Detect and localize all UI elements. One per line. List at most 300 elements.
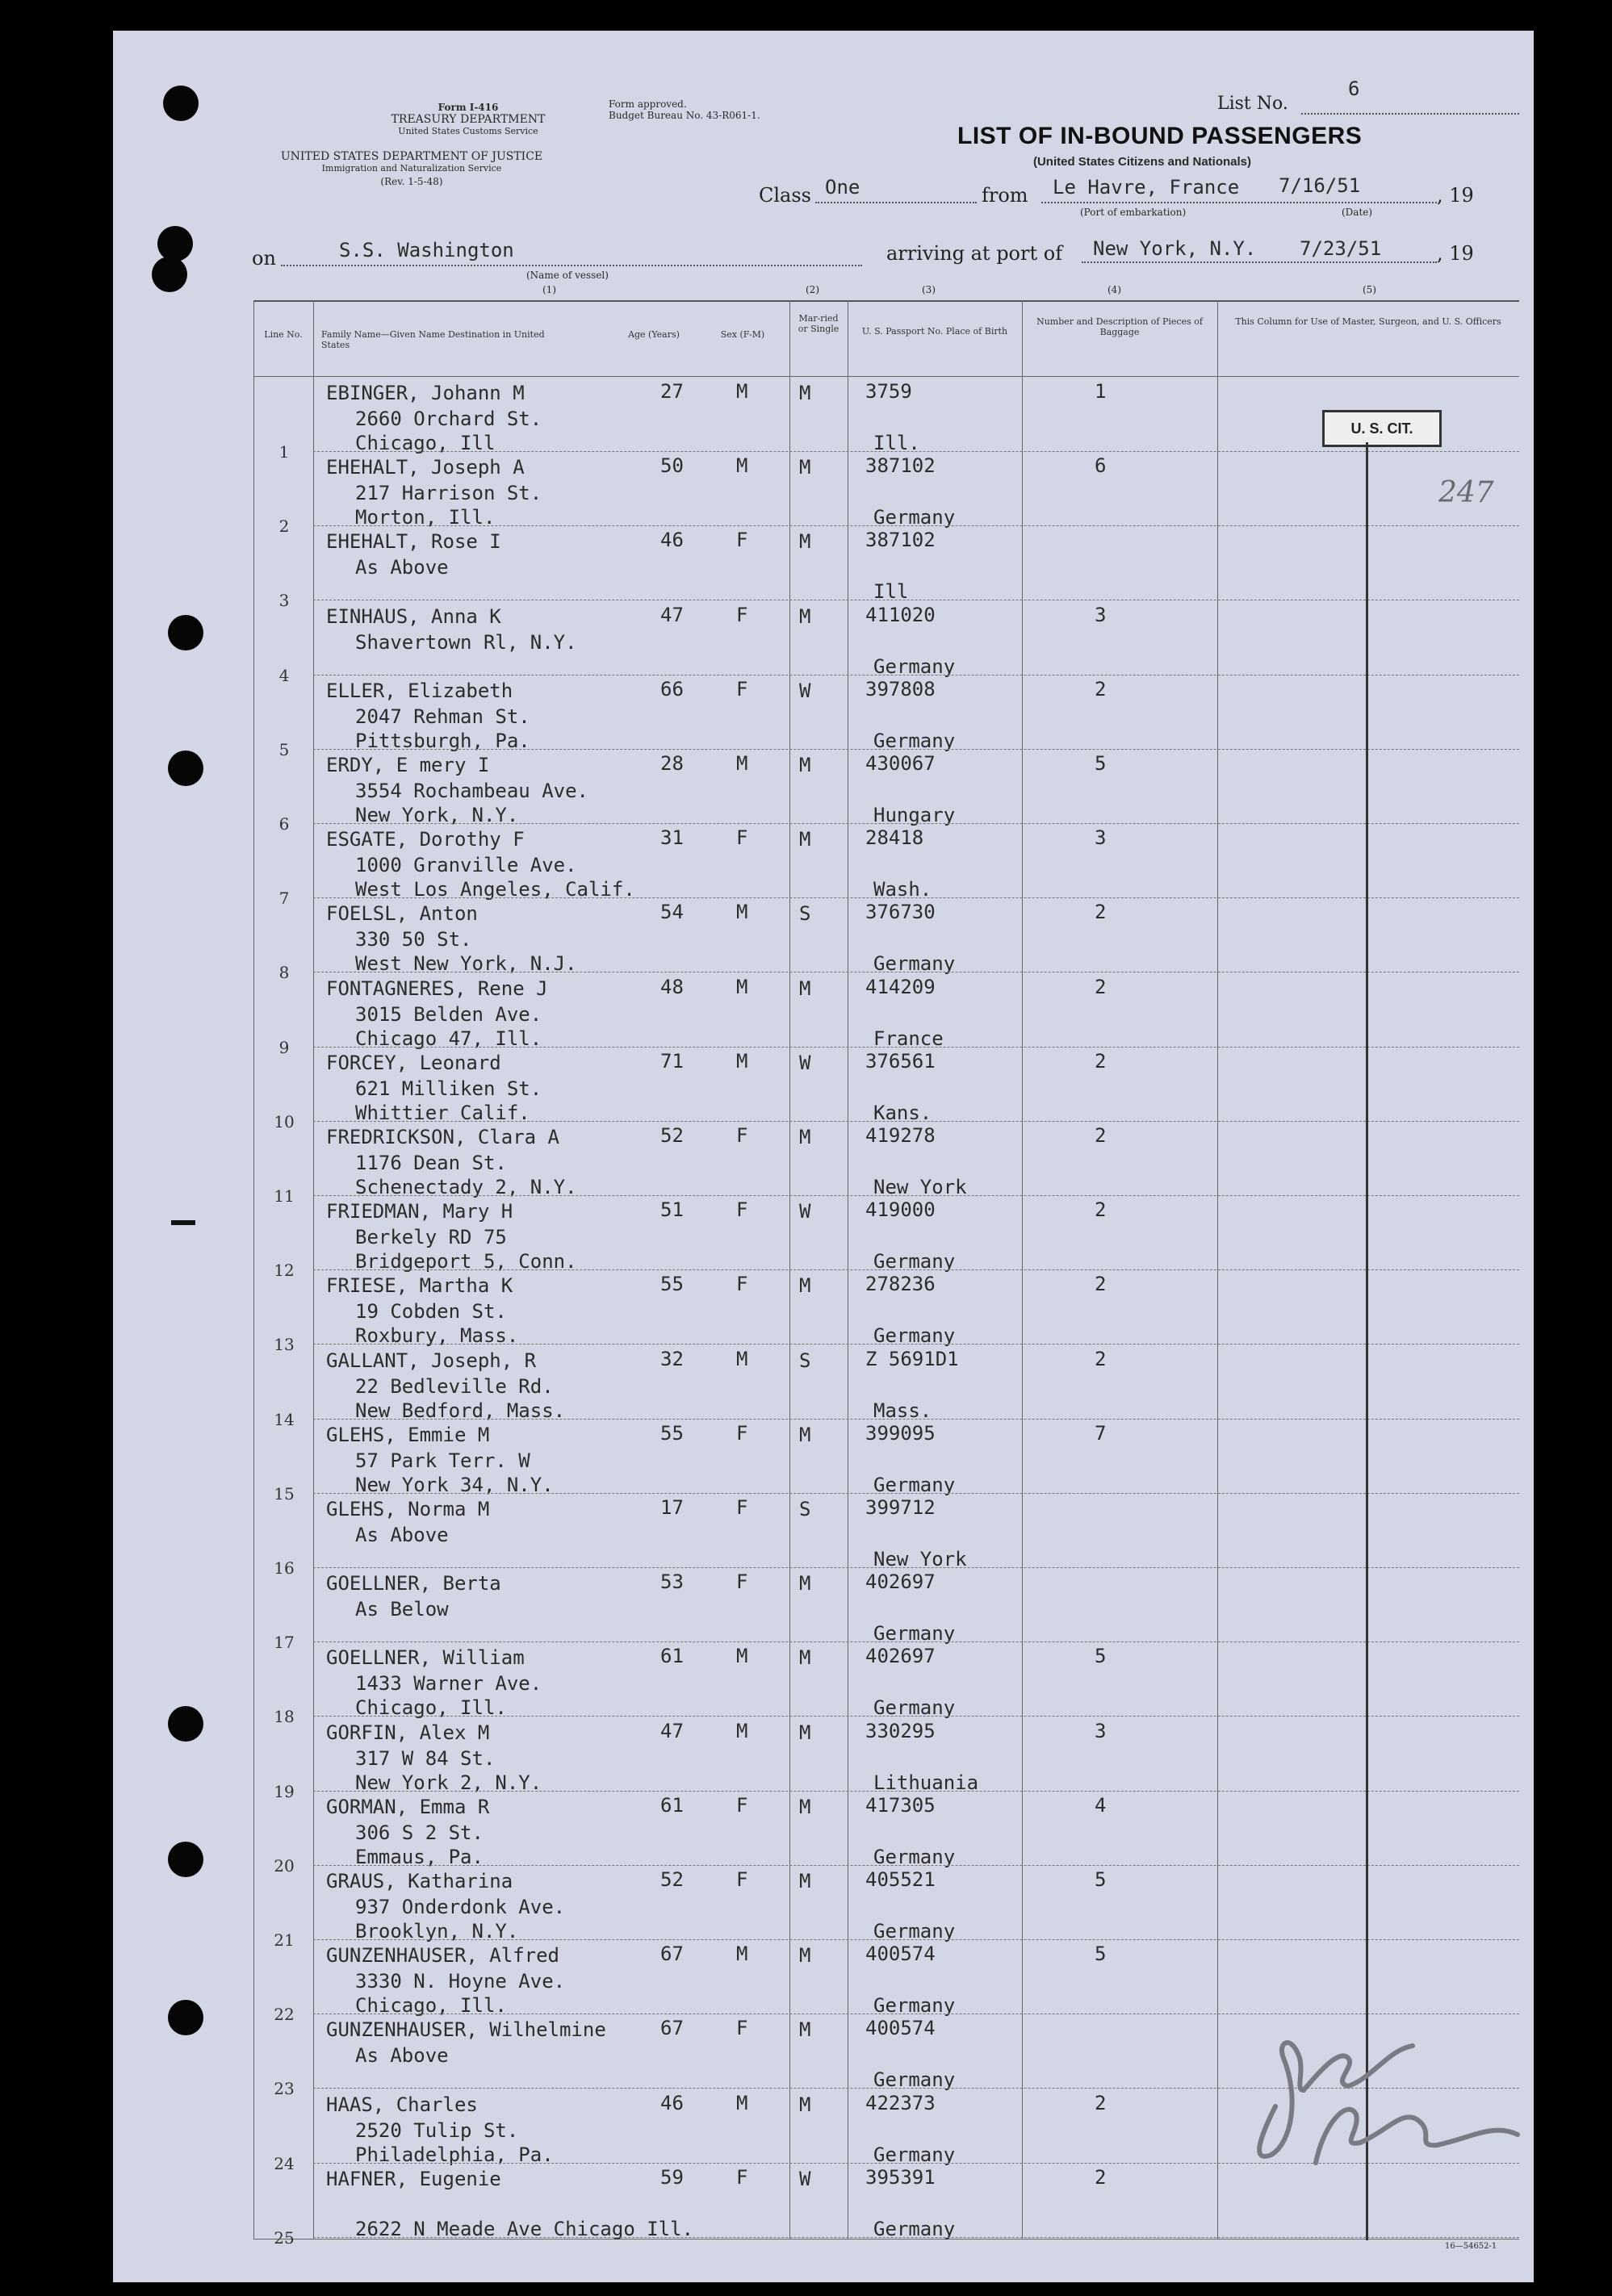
birthplace: Germany	[873, 1845, 956, 1868]
arrival-date: 7/23/51	[1300, 237, 1382, 260]
marital-status: M	[799, 456, 811, 479]
address-line-2: Pittsburgh, Pa.	[355, 729, 530, 752]
baggage-count: 2	[1095, 1347, 1107, 1370]
baggage-count: 5	[1095, 1868, 1107, 1891]
sex: M	[736, 1049, 748, 1073]
column-number-1: (1)	[542, 284, 556, 295]
sex: F	[736, 1421, 748, 1445]
baggage-count: 6	[1095, 454, 1107, 478]
passport-number: 330295	[865, 1719, 936, 1742]
treasury-department: TREASURY DEPARTMENT	[391, 113, 546, 126]
baggage-count: 3	[1095, 1719, 1107, 1742]
marital-status: W	[799, 2167, 811, 2190]
passenger-name: EHEHALT, Rose I	[326, 530, 501, 554]
address-line-2: 2622 N Meade Ave Chicago Ill.	[355, 2217, 694, 2240]
line-number: 16	[274, 1558, 295, 1578]
baggage-count: 7	[1095, 1421, 1107, 1445]
line-number: 18	[274, 1707, 295, 1727]
marital-status: M	[799, 1572, 811, 1595]
sex: M	[736, 380, 748, 403]
list-no-underline	[1301, 113, 1519, 115]
address-line-1: 937 Onderdonk Ave.	[355, 1896, 566, 1918]
birthplace: Germany	[873, 1473, 956, 1496]
age: 27	[660, 380, 684, 403]
address-line-2: Chicago, Ill.	[355, 1696, 507, 1720]
address-line-2: Chicago 47, Ill.	[355, 1027, 542, 1050]
approval-line-2: Budget Bureau No. 43-R061-1.	[609, 110, 760, 121]
form-subtitle: (United States Citizens and Nationals)	[1032, 155, 1252, 169]
form-number: Form I-416	[438, 102, 499, 113]
address-line-2: Chicago, Ill.	[355, 1994, 507, 2018]
line-number: 3	[278, 591, 290, 611]
age: 32	[660, 1347, 684, 1370]
birthplace: Germany	[873, 2143, 956, 2166]
passenger-name: FRIESE, Martha K	[326, 1274, 513, 1298]
address-line-1: 217 Harrison St.	[355, 482, 542, 505]
passenger-name: HAFNER, Eugenie	[326, 2167, 501, 2190]
address-line-1: As Above	[355, 2044, 449, 2068]
birthplace: Germany	[873, 1250, 956, 1273]
us-citizen-stamp: U. S. CIT.	[1322, 410, 1442, 447]
age: 59	[660, 2165, 684, 2189]
baggage-count: 2	[1095, 1049, 1107, 1073]
passport-number: 387102	[865, 454, 936, 478]
table-row	[0, 526, 1612, 611]
baggage-count: 2	[1095, 1198, 1107, 1222]
passenger-name: GORMAN, Emma R	[326, 1795, 490, 1818]
address-line-1: 19 Cobden St.	[355, 1300, 507, 1324]
address-line-1: 621 Milliken St.	[355, 1077, 542, 1100]
marital-status: M	[799, 1126, 811, 1148]
address-line-2: New York, N.Y.	[355, 804, 519, 826]
line-number: 10	[274, 1111, 295, 1131]
margin-number: 247	[1438, 476, 1494, 509]
passport-number: 397808	[865, 677, 936, 701]
sex: F	[736, 2017, 748, 2040]
passenger-name: HAAS, Charles	[326, 2093, 478, 2116]
table-row	[0, 1420, 1612, 1503]
birthplace: Germany	[873, 952, 956, 976]
passenger-name: EINHAUS, Anna K	[326, 604, 501, 628]
binder-hole	[152, 257, 187, 292]
age: 55	[660, 1421, 684, 1445]
baggage-count: 5	[1095, 752, 1107, 775]
passport-number: 430067	[865, 752, 936, 775]
passenger-name: GOELLNER, Berta	[326, 1572, 501, 1595]
baggage-count: 5	[1095, 1645, 1107, 1668]
marital-status: M	[799, 1944, 811, 1968]
address-line-1: 330 50 St.	[355, 928, 472, 951]
age: 47	[660, 1719, 684, 1742]
marital-status: M	[799, 1721, 811, 1744]
birthplace: Germany	[873, 655, 956, 678]
embarkation-port: Le Havre, France	[1053, 176, 1240, 199]
sex: F	[736, 1496, 748, 1519]
passport-number: 422373	[865, 2091, 936, 2114]
passport-number: 28418	[865, 826, 924, 850]
year-label-2: , 19	[1437, 242, 1474, 265]
marital-status: M	[799, 382, 811, 404]
from-label: from	[982, 184, 1028, 207]
address-line-2: New York 34, N.Y.	[355, 1473, 554, 1496]
passport-number: 395391	[865, 2165, 936, 2189]
passport-number: 400574	[865, 1943, 936, 1966]
marital-status: W	[799, 1200, 811, 1223]
passenger-name: GRAUS, Katharina	[326, 1870, 513, 1892]
address-line-1: As Above	[355, 1524, 449, 1546]
passport-number: 419000	[865, 1198, 936, 1222]
line-number: 5	[278, 739, 290, 759]
line-number: 14	[274, 1409, 295, 1429]
table-row	[0, 601, 1612, 685]
table-row	[0, 675, 1612, 759]
marital-status: M	[799, 2018, 811, 2042]
age: 47	[660, 603, 684, 626]
address-line-1: Shavertown Rl, N.Y.	[355, 630, 577, 654]
marital-status: M	[799, 1795, 811, 1818]
passenger-name: GLEHS, Norma M	[326, 1498, 490, 1520]
customs-service: United States Customs Service	[398, 126, 538, 136]
age: 53	[660, 1570, 684, 1594]
baggage-count: 1	[1095, 380, 1107, 403]
table-row	[0, 1717, 1612, 1801]
address-line-2: Morton, Ill.	[355, 506, 496, 529]
department-of-justice: UNITED STATES DEPARTMENT OF JUSTICE	[280, 150, 543, 163]
class-value: One	[825, 176, 860, 199]
line-number: 22	[274, 2005, 295, 2025]
line-number: 8	[278, 963, 290, 983]
birthplace: Germany	[873, 2217, 956, 2240]
sex: M	[736, 1943, 748, 1966]
header-line-no: Line No.	[264, 329, 303, 340]
header-baggage: Number and Description of Pieces of Baggage	[1036, 316, 1203, 337]
line-number: 23	[274, 2079, 295, 2099]
on-label: on	[252, 247, 276, 270]
column-number-3: (3)	[922, 284, 936, 295]
line-number: 6	[278, 814, 290, 834]
table-row	[0, 898, 1612, 983]
age: 67	[660, 2017, 684, 2040]
sex: M	[736, 2091, 748, 2114]
birthplace: Hungary	[873, 804, 956, 826]
baggage-count: 2	[1095, 2165, 1107, 2189]
line-number: 9	[278, 1037, 290, 1057]
address-line-2: Bridgeport 5, Conn.	[355, 1250, 577, 1273]
age: 54	[660, 901, 684, 924]
passport-number: 402697	[865, 1645, 936, 1668]
baggage-count: 2	[1095, 901, 1107, 924]
age: 51	[660, 1198, 684, 1222]
table-row	[0, 1568, 1612, 1653]
sex: F	[736, 826, 748, 850]
baggage-count: 4	[1095, 1793, 1107, 1817]
table-row	[0, 824, 1612, 909]
age: 66	[660, 677, 684, 701]
revision-date: (Rev. 1-5-48)	[380, 176, 443, 187]
marital-status: M	[799, 977, 811, 1000]
sex: F	[736, 1793, 748, 1817]
passenger-name: FREDRICKSON, Clara A	[326, 1126, 559, 1148]
header-passport: U. S. Passport No. Place of Birth	[861, 326, 1008, 337]
sex: M	[736, 1719, 748, 1742]
sex: F	[736, 1868, 748, 1891]
baggage-count: 5	[1095, 1943, 1107, 1966]
list-no-label: List No.	[1217, 94, 1288, 114]
address-line-2: Roxbury, Mass.	[355, 1324, 519, 1348]
table-row	[0, 1494, 1612, 1578]
baggage-count: 3	[1095, 826, 1107, 850]
passenger-name: ERDY, E mery I	[326, 754, 490, 776]
date-caption-1: (Date)	[1342, 207, 1373, 218]
age: 50	[660, 454, 684, 478]
sex: M	[736, 752, 748, 775]
birthplace: France	[873, 1027, 944, 1050]
table-row	[0, 1792, 1612, 1876]
age: 17	[660, 1496, 684, 1519]
age: 31	[660, 826, 684, 850]
passenger-name: ELLER, Elizabeth	[326, 679, 513, 702]
line-number: 4	[278, 665, 290, 685]
footer-code: 16—54652-1	[1445, 2242, 1497, 2251]
column-number-2: (2)	[806, 284, 819, 295]
address-line-2: Emmaus, Pa.	[355, 1845, 484, 1868]
inspector-signature	[1227, 2001, 1566, 2179]
baggage-count: 3	[1095, 603, 1107, 626]
marital-status: M	[799, 604, 811, 628]
address-line-1: 3015 Belden Ave.	[355, 1002, 542, 1026]
passenger-name: EBINGER, Johann M	[326, 382, 525, 404]
address-line-1: 22 Bedleville Rd.	[355, 1374, 554, 1398]
passport-number: Z 5691D1	[865, 1347, 959, 1370]
marital-status: W	[799, 1051, 811, 1074]
passenger-name: EHEHALT, Joseph A	[326, 456, 525, 479]
passenger-name: GORFIN, Alex M	[326, 1721, 490, 1744]
year-label-1: , 19	[1437, 184, 1474, 207]
baggage-count: 2	[1095, 975, 1107, 998]
line-number: 13	[274, 1335, 295, 1355]
passenger-name: GUNZENHAUSER, Alfred	[326, 1944, 559, 1968]
age: 28	[660, 752, 684, 775]
form-title: LIST OF IN-BOUND PASSENGERS	[957, 123, 1363, 149]
baggage-count: 2	[1095, 2091, 1107, 2114]
table-top-border	[253, 300, 1519, 302]
birthplace: Wash.	[873, 878, 932, 901]
vessel-name: S.S. Washington	[339, 239, 514, 261]
age: 46	[660, 529, 684, 552]
column-number-4: (4)	[1107, 284, 1121, 295]
address-line-2: New Bedford, Mass.	[355, 1399, 566, 1422]
birthplace: Germany	[873, 729, 956, 752]
row-divider	[313, 2237, 1519, 2238]
line-number: 25	[274, 2227, 295, 2248]
address-line-1: As Below	[355, 1598, 449, 1621]
passenger-name: GALLANT, Joseph, R	[326, 1349, 537, 1372]
marital-status: M	[799, 754, 811, 776]
address-line-1: 306 S 2 St.	[355, 1821, 484, 1844]
table-row	[0, 973, 1612, 1057]
passport-number: 405521	[865, 1868, 936, 1891]
line-number: 24	[274, 2153, 295, 2173]
sex: F	[736, 677, 748, 701]
address-line-1: 3554 Rochambeau Ave.	[355, 780, 588, 802]
marital-status: M	[799, 1646, 811, 1670]
table-row	[0, 1196, 1612, 1281]
birthplace: New York	[873, 1176, 967, 1198]
arriving-label: arriving at port of	[886, 242, 1063, 265]
passport-number: 402697	[865, 1570, 936, 1594]
address-line-1: 2520 Tulip St.	[355, 2118, 519, 2142]
table-row	[0, 452, 1612, 537]
marital-status: W	[799, 679, 811, 702]
age: 61	[660, 1645, 684, 1668]
binder-hole	[157, 226, 193, 261]
passport-number: 387102	[865, 529, 936, 552]
sex: F	[736, 1124, 748, 1147]
passport-number: 400574	[865, 2017, 936, 2040]
header-officers: This Column for Use of Master, Surgeon, and U. S. Officers	[1235, 316, 1501, 327]
age: 48	[660, 975, 684, 998]
passport-number: 399095	[865, 1421, 936, 1445]
from-underline	[1041, 202, 1437, 203]
embarkation-caption: (Port of embarkation)	[1080, 207, 1187, 218]
passport-number: 399712	[865, 1496, 936, 1519]
arrival-port: New York, N.Y.	[1093, 237, 1257, 260]
line-number: 11	[274, 1186, 295, 1206]
birthplace: Germany	[873, 1920, 956, 1943]
address-line-1: 1176 Dean St.	[355, 1152, 507, 1174]
birthplace: Germany	[873, 506, 956, 529]
line-number: 17	[274, 1633, 295, 1653]
table-row	[0, 750, 1612, 834]
vessel-underline	[281, 265, 862, 266]
passport-number: 376730	[865, 901, 936, 924]
sex: F	[736, 603, 748, 626]
passport-number: 278236	[865, 1273, 936, 1296]
address-line-2: Philadelphia, Pa.	[355, 2143, 554, 2166]
marital-status: M	[799, 1423, 811, 1446]
sex: M	[736, 1347, 748, 1370]
marital-status: S	[799, 902, 811, 926]
passenger-name: ESGATE, Dorothy F	[326, 828, 525, 851]
table-row	[0, 1345, 1612, 1429]
passenger-name: GUNZENHAUSER, Wilhelmine	[326, 2018, 606, 2042]
sex: F	[736, 1198, 748, 1222]
immigration-service: Immigration and Naturalization Service	[321, 163, 502, 174]
marital-status: M	[799, 828, 811, 851]
line-number: 1	[278, 442, 290, 462]
sex: F	[736, 1273, 748, 1296]
line-number: 7	[278, 889, 290, 909]
address-line-1: 2660 Orchard St.	[355, 408, 542, 430]
passport-number: 417305	[865, 1793, 936, 1817]
address-line-1: 1000 Granville Ave.	[355, 854, 577, 877]
birthplace: Germany	[873, 1622, 956, 1646]
marital-status: S	[799, 1349, 811, 1372]
header-bottom-border	[253, 376, 1519, 377]
baggage-count: 2	[1095, 677, 1107, 701]
address-line-2: Schenectady 2, N.Y.	[355, 1176, 577, 1198]
header-sex: Sex (F-M)	[720, 329, 765, 340]
passenger-name: GOELLNER, William	[326, 1646, 525, 1670]
age: 67	[660, 1943, 684, 1966]
sex: M	[736, 975, 748, 998]
address-line-1: 317 W 84 St.	[355, 1746, 496, 1770]
address-line-1: 3330 N. Hoyne Ave.	[355, 1970, 566, 1993]
sex: F	[736, 1570, 748, 1594]
vessel-caption: (Name of vessel)	[526, 270, 609, 281]
binder-hole	[163, 86, 199, 121]
passenger-name: FONTAGNERES, Rene J	[326, 977, 548, 1000]
line-number: 19	[274, 1781, 295, 1801]
passenger-name: FOELSL, Anton	[326, 902, 478, 926]
sex: F	[736, 2165, 748, 2189]
address-line-1: 2047 Rehman St.	[355, 705, 530, 728]
birthplace: Germany	[873, 1324, 956, 1348]
arrival-underline	[1082, 261, 1437, 263]
class-underline	[815, 202, 977, 203]
sex: M	[736, 901, 748, 924]
age: 71	[660, 1049, 684, 1073]
table-row	[0, 1866, 1612, 1950]
birthplace: Lithuania	[873, 1771, 979, 1794]
address-line-2: West Los Angeles, Calif.	[355, 878, 635, 901]
line-number: 15	[274, 1483, 295, 1503]
passport-number: 376561	[865, 1049, 936, 1073]
sex: M	[736, 454, 748, 478]
table-row	[0, 1048, 1612, 1131]
address-line-2: Whittier Calif.	[355, 1101, 530, 1124]
birthplace: Ill.	[873, 432, 920, 454]
birthplace: Kans.	[873, 1101, 932, 1124]
header-age: Age (Years)	[628, 329, 680, 340]
table-row	[0, 1642, 1612, 1727]
passport-number: 414209	[865, 975, 936, 998]
birthplace: Germany	[873, 1994, 956, 2018]
age: 61	[660, 1793, 684, 1817]
address-line-1: As Above	[355, 556, 449, 579]
address-line-1: 1433 Warner Ave.	[355, 1672, 542, 1696]
passenger-name: FORCEY, Leonard	[326, 1051, 501, 1074]
age: 55	[660, 1273, 684, 1296]
header-name: Family Name—Given Name Destination in United States	[321, 329, 545, 350]
marital-status: S	[799, 1498, 811, 1520]
marital-status: M	[799, 1870, 811, 1892]
passport-number: 3759	[865, 380, 912, 403]
sex: F	[736, 529, 748, 552]
marital-status: M	[799, 530, 811, 554]
age: 52	[660, 1868, 684, 1891]
embarkation-date: 7/16/51	[1279, 174, 1361, 197]
officer-column-line	[1366, 442, 1368, 2240]
header-married: Mar-ried or Single	[798, 313, 839, 334]
passenger-name: GLEHS, Emmie M	[326, 1423, 490, 1446]
address-line-1: 57 Park Terr. W	[355, 1449, 530, 1472]
birthplace: Germany	[873, 1696, 956, 1720]
birthplace: Germany	[873, 2068, 956, 2092]
line-number: 20	[274, 1855, 295, 1876]
line-number: 2	[278, 516, 290, 537]
passport-number: 411020	[865, 603, 936, 626]
age: 52	[660, 1124, 684, 1147]
address-line-1: Berkely RD 75	[355, 1226, 507, 1249]
birthplace: Mass.	[873, 1399, 932, 1422]
line-number: 12	[274, 1261, 295, 1281]
baggage-count: 2	[1095, 1273, 1107, 1296]
birthplace: Ill	[873, 580, 909, 604]
line-number: 21	[274, 1930, 295, 1950]
marital-status: M	[799, 2093, 811, 2116]
address-line-2: West New York, N.J.	[355, 952, 577, 976]
